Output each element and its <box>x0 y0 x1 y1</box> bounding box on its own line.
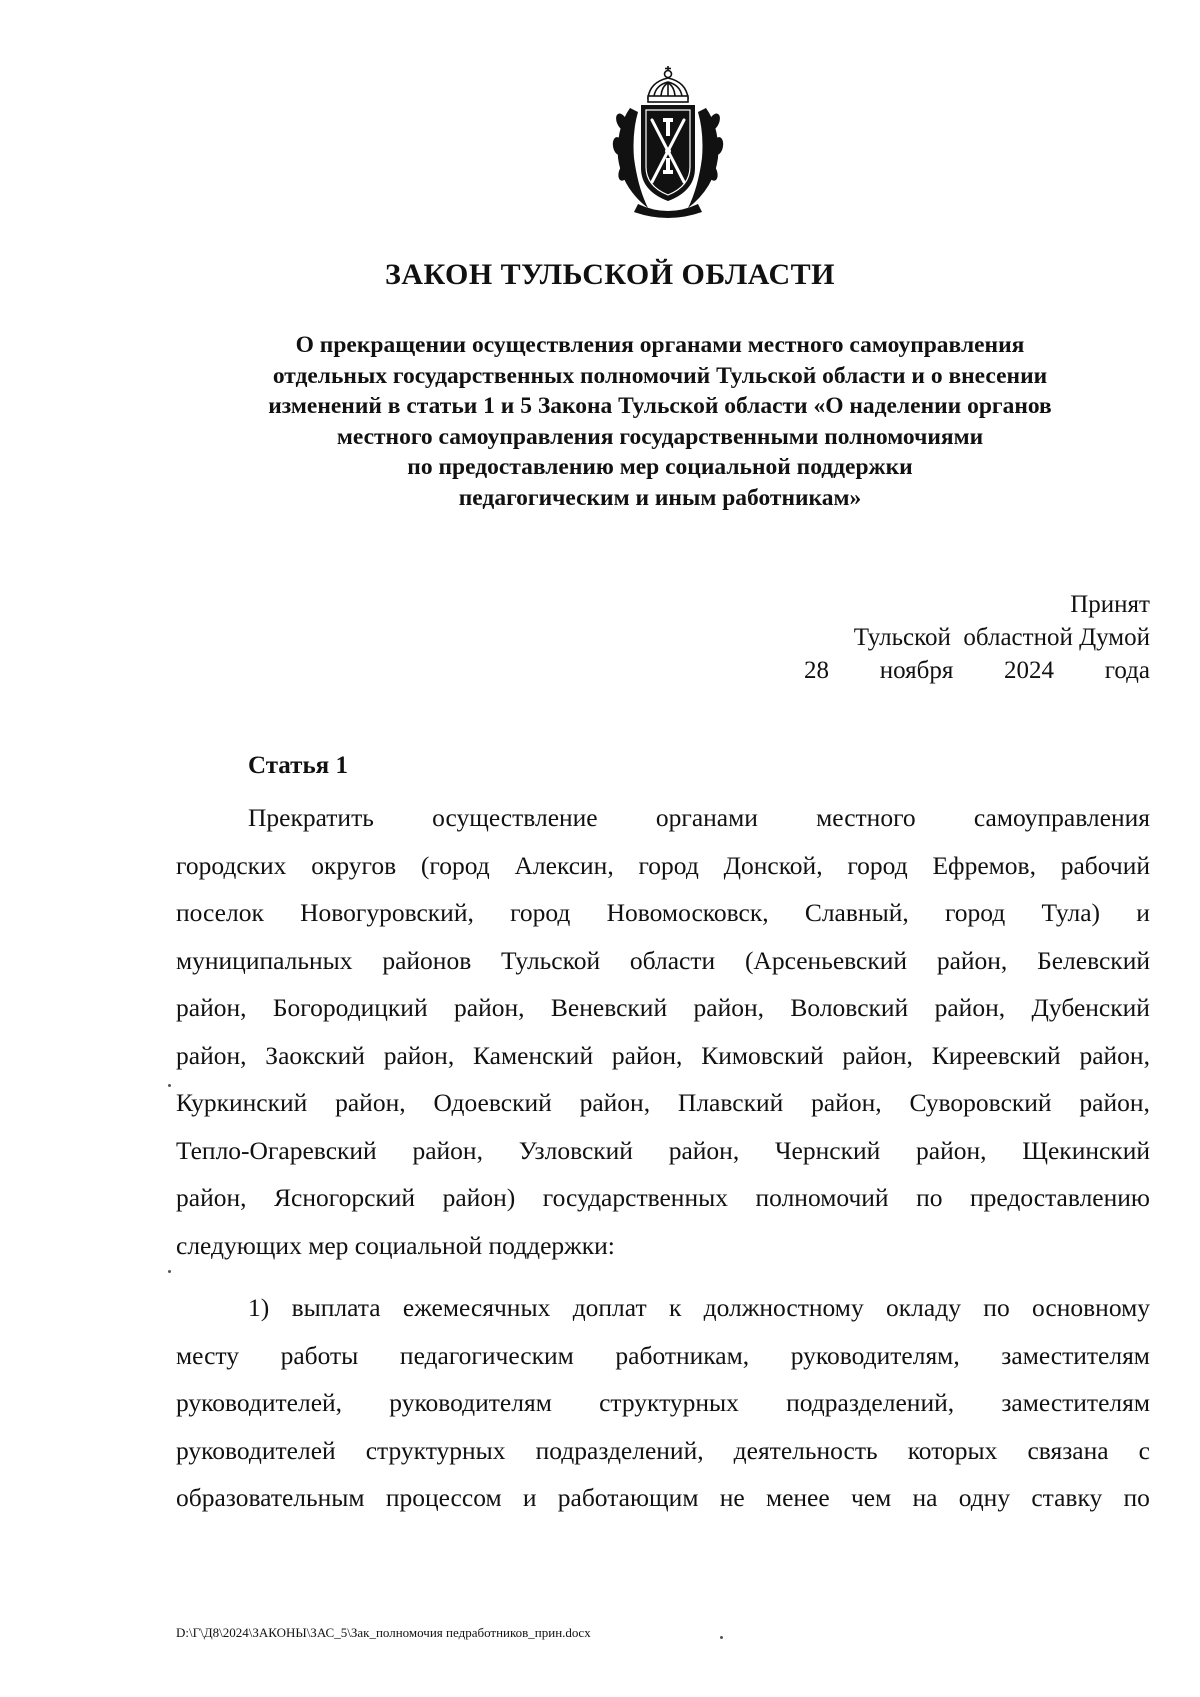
article-title: Статья 1 <box>248 752 348 779</box>
word: Узловский <box>518 1135 633 1165</box>
word: структурных <box>599 1388 739 1417</box>
word: Ясногорский <box>274 1183 416 1212</box>
word: и <box>522 1483 537 1512</box>
word: район, <box>335 1088 406 1117</box>
word: Новомосковск, <box>606 898 769 927</box>
text-segment: следующих мер социальной поддержки: <box>176 1230 615 1260</box>
word: Чернский <box>774 1135 881 1165</box>
adopted-by: Тульской областной Думой <box>853 624 1150 651</box>
date-day: 28 <box>804 657 829 684</box>
text-line <box>176 1379 1150 1427</box>
adopted-line <box>804 588 1150 621</box>
word: муниципальных <box>176 945 353 975</box>
subtitle-line: О прекращении осуществления органами местного самоуправления <box>295 332 1025 358</box>
word: район, <box>936 945 1008 975</box>
word: район, <box>1079 1088 1150 1117</box>
word: подразделений, <box>535 1435 704 1465</box>
word: одну <box>958 1483 1011 1512</box>
text-line <box>176 937 1150 985</box>
word: основному <box>1032 1293 1150 1322</box>
word: должностному <box>703 1293 864 1322</box>
word: район, <box>668 1135 740 1165</box>
word: город <box>510 898 571 927</box>
word: рабочий <box>1060 850 1150 880</box>
word: не <box>719 1483 745 1512</box>
word: поселок <box>176 898 264 927</box>
word: Алексин, <box>514 850 614 880</box>
law-subtitle <box>170 330 1150 513</box>
word: район, <box>176 1040 247 1070</box>
tula-coat-of-arms-icon <box>608 58 728 218</box>
text-line <box>176 1332 1150 1380</box>
date-year: 2024 <box>1004 657 1055 684</box>
word: структурных <box>365 1435 506 1465</box>
adopted-by-line <box>804 621 1150 654</box>
word: подразделений, <box>786 1388 955 1417</box>
word: район, <box>611 1040 683 1070</box>
word: процессом <box>385 1483 502 1512</box>
word: по <box>983 1293 1010 1322</box>
word: доплат <box>572 1293 647 1322</box>
subtitle-line: местного самоуправления государственными полномочиями <box>336 423 984 450</box>
word: район, <box>693 993 764 1022</box>
word: (город <box>420 850 490 880</box>
article-paragraph-1 <box>176 794 1150 1269</box>
word: Богородицкий <box>272 993 428 1022</box>
word: Веневский <box>550 993 668 1022</box>
word: район, <box>1079 1040 1150 1070</box>
subtitle-line: педагогическим и иным работникам» <box>458 484 862 511</box>
word: работающим <box>557 1483 699 1512</box>
word: ежемесячных <box>402 1293 551 1322</box>
word: округов <box>311 850 397 880</box>
adoption-date <box>804 654 1150 687</box>
subtitle-line: отдельных государственных полномочий Тульской области и о внесении <box>272 362 1048 389</box>
word: полномочий <box>755 1183 889 1212</box>
word: предоставлению <box>970 1183 1150 1212</box>
text-line <box>176 1174 1150 1222</box>
word: городских <box>176 850 287 880</box>
word: заместителям <box>1001 1388 1150 1417</box>
word: Славный, <box>804 898 909 927</box>
word: Куркинский <box>176 1088 308 1117</box>
word: области <box>629 945 716 975</box>
word: чем <box>850 1483 892 1512</box>
adoption-block <box>804 588 1150 687</box>
text-line <box>176 1079 1150 1127</box>
word: 1) <box>248 1293 270 1322</box>
word: деятельность <box>733 1435 878 1465</box>
text-line <box>176 1427 1150 1475</box>
word: педагогическим <box>399 1340 574 1370</box>
word: район, <box>454 993 525 1022</box>
word: район, <box>811 1088 882 1117</box>
word: район, <box>934 993 1006 1022</box>
word: район) <box>442 1183 516 1212</box>
word: окладу <box>886 1293 961 1322</box>
word: Заокский <box>265 1040 365 1070</box>
word: выплата <box>291 1293 381 1322</box>
word: руководителей, <box>176 1388 343 1417</box>
subtitle-line: изменений в статьи 1 и 5 Закона Тульской области «О наделении органов <box>268 393 1052 419</box>
word: по <box>1123 1483 1150 1512</box>
word: работы <box>280 1340 359 1370</box>
word: Дубенский <box>1031 993 1150 1022</box>
subtitle-line: по предоставлению мер социальной поддержки <box>407 454 913 480</box>
adopted-label: Принят <box>1070 591 1150 618</box>
word: район, <box>916 1135 987 1165</box>
law-title: ЗАКОН ТУЛЬСКОЙ ОБЛАСТИ <box>385 258 835 291</box>
word: город <box>847 850 908 880</box>
word: руководителям, <box>790 1340 960 1370</box>
word: (Арсеньевский <box>744 945 908 975</box>
text-line <box>176 1032 1150 1080</box>
word: город <box>638 850 699 880</box>
word: заместителям <box>1001 1340 1150 1370</box>
word: по <box>916 1183 943 1212</box>
text-line <box>176 889 1150 937</box>
word: Воловский <box>790 993 909 1022</box>
word: Тула) <box>1041 898 1101 927</box>
word: Белевский <box>1037 945 1150 975</box>
text-line <box>176 794 1150 842</box>
word: район, <box>579 1088 651 1117</box>
scan-speck <box>720 1636 723 1639</box>
word: район, <box>383 1040 455 1070</box>
word: органами <box>655 803 758 832</box>
word: государственных <box>542 1183 728 1212</box>
date-suffix: года <box>1104 657 1150 684</box>
word: Тульской <box>501 945 601 975</box>
date-month: ноября <box>879 657 954 684</box>
word: менее <box>765 1483 830 1512</box>
word: районов <box>382 945 472 975</box>
word: самоуправления <box>973 803 1150 832</box>
word: Новогуровский, <box>300 898 474 927</box>
word: которых <box>907 1435 998 1465</box>
word: Суворовский <box>909 1088 1052 1117</box>
word: связана <box>1027 1435 1109 1465</box>
word: Прекратить <box>248 803 374 832</box>
text-line <box>176 1222 1150 1270</box>
word: к <box>668 1293 682 1322</box>
scan-speck <box>168 1084 171 1087</box>
word: район, <box>412 1135 483 1165</box>
word: город <box>944 898 1006 927</box>
word: район, <box>176 1183 247 1212</box>
article-paragraph-2 <box>176 1284 1150 1522</box>
word: ставку <box>1031 1483 1103 1512</box>
scan-speck <box>168 1270 171 1273</box>
word: Киреевский <box>931 1040 1061 1070</box>
word: работникам, <box>615 1340 750 1370</box>
word: Одоевский <box>433 1088 552 1117</box>
word: и <box>1136 898 1150 927</box>
word: руководителям <box>389 1388 552 1417</box>
word: Донской, <box>723 850 823 880</box>
word: Кимовский <box>701 1040 824 1070</box>
word: Каменский <box>473 1040 594 1070</box>
text-line <box>176 1284 1150 1332</box>
word: Тепло-Огаревский <box>176 1135 377 1165</box>
text-line <box>176 1127 1150 1175</box>
text-line <box>176 842 1150 890</box>
text-line <box>176 984 1150 1032</box>
word: руководителей <box>176 1435 336 1465</box>
word: Щекинский <box>1022 1135 1150 1165</box>
word: месту <box>176 1340 239 1370</box>
word: район, <box>842 1040 913 1070</box>
word: местного <box>816 803 916 832</box>
word: образовательным <box>176 1483 365 1512</box>
word: Плавский <box>677 1088 784 1117</box>
word: район, <box>176 993 247 1022</box>
word: на <box>912 1483 938 1512</box>
word: Ефремов, <box>932 850 1036 880</box>
text-line <box>176 1474 1150 1522</box>
file-path-footer: D:\Г\Д8\2024\ЗАКОНЫ\ЗАС_5\Зак_полномочия педработников_прин.docx <box>176 1625 591 1640</box>
word: осуществление <box>432 803 598 832</box>
word: с <box>1138 1435 1150 1465</box>
